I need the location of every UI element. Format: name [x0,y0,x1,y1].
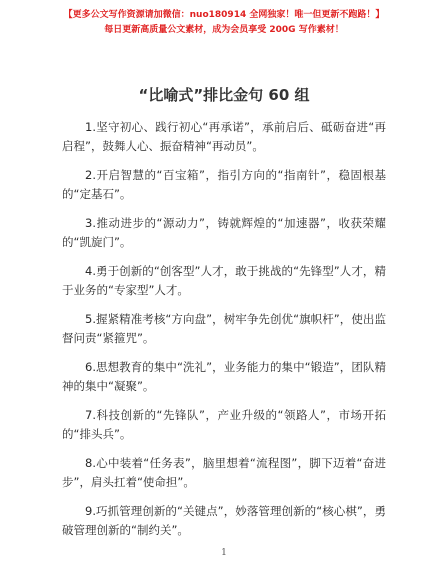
list-item: 8.心中装着“任务表”，脑里想着“流程图”，脚下迈着“奋进步”，肩头扛着“使命担”。 [62,456,386,489]
list-item: 2.开启智慧的“百宝箱”，指引方向的“指南针”，稳固根基的“定基石”。 [62,168,386,201]
page-number: 1 [221,548,227,558]
promo-banner [0,8,448,38]
list-item: 7.科技创新的“先锋队”，产业升级的“领路人”，市场开拓的“排头兵”。 [62,408,386,441]
list-item: 9.巧抓管理创新的“关键点”，妙落管理创新的“核心棋”，勇破管理创新的“制约关”。 [62,504,386,537]
list-item: 5.握紧精准考核“方向盘”，树牢争先创优“旗帜杆”，使出监督问责“紧箍咒”。 [62,312,386,345]
list-item: 4.勇于创新的“创客型”人才，敢于挑战的“先锋型”人才，精于业务的“专家型”人才。 [62,264,386,297]
list-item: 3.推动进步的“源动力”，铸就辉煌的“加速器”，收获荣耀的“凯旋门”。 [62,216,386,249]
list-item: 1.坚守初心、践行初心“再承诺”，承前启后、砥砺奋进“再启程”，鼓舞人心、振奋精神“再动员”。 [62,120,386,153]
list-item: 6.思想教育的集中“洗礼”，业务能力的集中“锻造”，团队精神的集中“凝聚”。 [62,360,386,393]
document-title: “比喻式”排比金句 60 组 [138,86,310,104]
sentence-list [62,118,386,550]
promo-banner-line-1: 【更多公文写作资源请加微信：nuo180914 全网独家！唯一但更新不跑路！】 [63,10,385,20]
promo-banner-line-2: 每日更新高质量公文素材，成为会员享受 200G 写作素材！ [104,25,344,35]
